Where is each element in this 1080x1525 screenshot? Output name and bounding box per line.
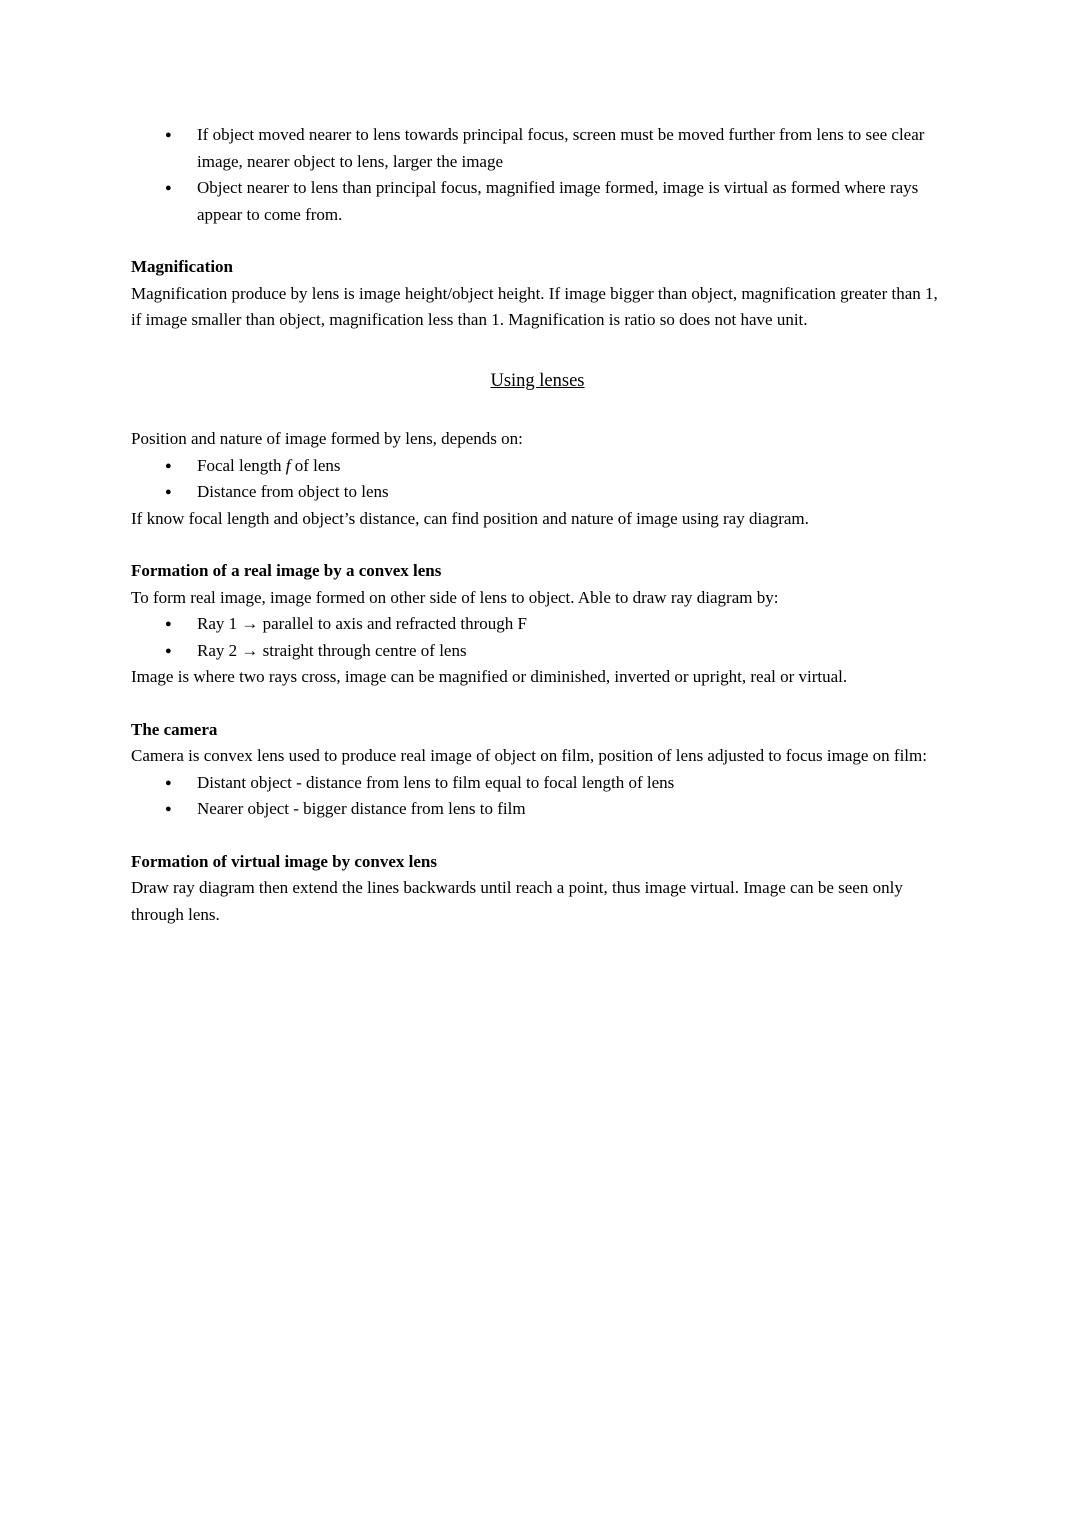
real-image-bullet-list — [131, 611, 944, 664]
section-camera — [131, 717, 944, 823]
page-title-text: Using lenses — [490, 370, 585, 391]
bullet-text: If object moved nearer to lens towards principal focus, screen must be moved further from lens to see clear image, nearer object to lens, larger the image — [197, 125, 925, 171]
bullet-item — [197, 611, 944, 638]
bullet-text: Object nearer to lens than principal focus, magnified image formed, image is virtual as formed where rays appear to come from. — [197, 178, 919, 224]
bullet-item — [197, 479, 944, 506]
bullet-text: Nearer object - bigger distance from lens to film — [197, 799, 526, 818]
section-real-image — [131, 558, 944, 691]
bullet-item — [197, 638, 944, 665]
bullet-item — [197, 175, 944, 228]
section-heading-real-image: Formation of a real image by a convex lens — [131, 561, 442, 580]
bullet-item — [197, 453, 944, 480]
intro-bullet-list — [131, 122, 944, 228]
using-lenses-outro: If know focal length and object’s distance, can find position and nature of image using ray diagram. — [131, 508, 809, 528]
using-lenses-bullet-list — [131, 453, 944, 506]
bullet-text: Ray 1 → parallel to axis and refracted through F — [197, 614, 527, 633]
bullet-text: of lens — [290, 455, 341, 475]
section-magnification — [131, 254, 944, 334]
bullet-text: Focal length — [197, 455, 286, 475]
bullet-item — [197, 796, 944, 823]
focal-length-variable: f — [285, 455, 291, 475]
bullet-item — [197, 122, 944, 175]
page-title-using-lenses — [131, 368, 944, 395]
section-using-lenses — [131, 426, 944, 532]
camera-intro: Camera is convex lens used to produce real image of object on film, position of lens adjusted to focus image on film: — [131, 746, 927, 765]
section-virtual-image — [131, 849, 944, 929]
virtual-image-body: Draw ray diagram then extend the lines backwards until reach a point, thus image virtual. Image can be seen only through lens. — [131, 878, 903, 924]
bullet-item — [197, 770, 944, 797]
bullet-text: Ray 2 → straight through centre of lens — [197, 640, 467, 660]
real-image-intro: To form real image, image formed on other side of lens to object. Able to draw ray diagram by: — [131, 587, 779, 607]
using-lenses-intro: Position and nature of image formed by lens, depends on: — [131, 429, 523, 448]
bullet-text: Distant object - distance from lens to film equal to focal length of lens — [197, 772, 675, 792]
camera-bullet-list — [131, 770, 944, 823]
magnification-body: Magnification produce by lens is image height/object height. If image bigger than object, magnification greater than 1, if image smaller than object, magnification less than 1. Magnification is ratio so does not have unit. — [131, 283, 938, 329]
section-heading-camera: The camera — [131, 719, 218, 739]
bullet-text: Distance from object to lens — [197, 482, 389, 501]
section-heading-virtual-image: Formation of virtual image by convex lens — [131, 851, 437, 871]
real-image-outro: Image is where two rays cross, image can be magnified or diminished, inverted or upright, real or virtual. — [131, 667, 848, 686]
section-heading-magnification: Magnification — [131, 257, 233, 276]
